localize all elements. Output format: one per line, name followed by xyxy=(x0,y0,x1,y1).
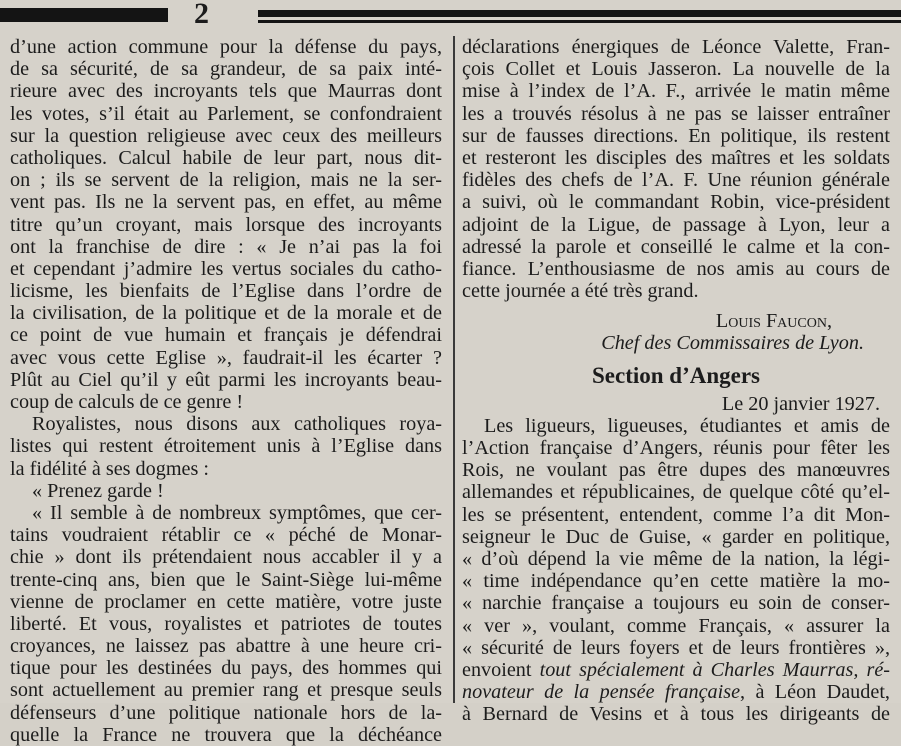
text-line: sur la question religieuse avec ceux des meilleurs xyxy=(10,124,442,147)
text-line: de sa sécurité, de sa grandeur, de sa paix inté- xyxy=(10,58,442,81)
text-line: tains voudraient rétablir ce « péché de Monar- xyxy=(10,524,442,547)
text-line: chie » dont ils prétendaient nous accabler il y a xyxy=(10,546,442,569)
text-line: ce point de vue humain et français je défendrai xyxy=(10,324,442,347)
text-line: défenseurs d’une politique nationale hors de la- xyxy=(10,701,442,724)
text-line: « narchie française a toujours eu soin de conser- xyxy=(462,592,890,615)
text-line: Plût au Ciel qu’il y eût parmi les incroyants beau- xyxy=(10,368,442,391)
text-span: envoient xyxy=(462,658,540,681)
text-line: adressé la parole et conseillé le calme et la con- xyxy=(462,235,890,258)
header-rule-right xyxy=(258,10,901,17)
page-number: 2 xyxy=(194,0,209,30)
right-column xyxy=(462,36,890,725)
text-line: a suivi, où le commandant Robin, vice-président xyxy=(462,191,890,214)
text-line: quelle la France ne trouvera que la déchéance xyxy=(10,723,442,746)
text-line: les votes, s’il était au Parlement, se confondraient xyxy=(10,102,442,125)
text-line: croyances, ne laissez pas abattre à une heure cri- xyxy=(10,635,442,658)
text-line: la fidélité à ses dogmes : xyxy=(10,457,210,480)
text-line: seigneur le Duc de Guise, « garder en politique, xyxy=(462,525,890,548)
signature-title: Chef des Commissaires de Lyon. xyxy=(601,332,864,355)
text-line: les se présentent, entendent, comme l’a dit Mon- xyxy=(462,503,890,526)
text-line: fiance. L’enthousiasme de nos amis au cours de xyxy=(462,257,890,280)
text-line: Royalistes, nous disons aux catholiques roya- xyxy=(32,413,442,436)
text-line: catholiques. Calcul habile de leur part, nous dit- xyxy=(10,146,442,169)
text-line: « sécurité de leurs foyers et de leurs frontières », xyxy=(462,636,890,659)
text-line: rieure avec des incroyants tels que Maurras dont xyxy=(10,80,442,103)
text-line: on ; ils se servent de la religion, mais ne la ser- xyxy=(10,169,442,192)
text-line: à Bernard de Vesins et à tous les dirigeants de xyxy=(462,703,890,726)
text-line: « d’où dépend la vie même de la nation, la légi- xyxy=(462,547,890,570)
signature-name: Louis Faucon, xyxy=(715,310,832,333)
text-line: sont actuellement au premier rang et presque seuls xyxy=(10,679,442,702)
page-header xyxy=(0,0,901,30)
text-line xyxy=(462,681,890,703)
text-line: « Prenez garde ! xyxy=(32,479,164,502)
text-line: listes qui restent étroitement unis à l’Eglise dans xyxy=(10,435,442,458)
header-rule-right-thin xyxy=(258,20,901,23)
text-line: mise à l’index de l’A. F., arrivée le matin même xyxy=(462,80,890,103)
text-line: et cependant j’admire les vertus sociales du catho- xyxy=(10,257,442,280)
text-line: les a trouvés résolus à ne pas se laisser entraîner xyxy=(462,102,890,125)
header-rule-left xyxy=(0,8,168,22)
text-line: liberté. Et vous, royalistes et patriotes de toutes xyxy=(10,612,442,635)
text-line: çois Collet et Louis Jasseron. La nouvelle de la xyxy=(462,58,890,81)
text-line: et resteront les disciples des maîtres et les soldats xyxy=(462,146,890,169)
dateline: Le 20 janvier 1927. xyxy=(721,392,880,415)
text-line: Les ligueurs, ligueuses, étudiantes et amis de xyxy=(484,414,890,437)
text-line xyxy=(462,659,890,681)
text-line: la civilisation, de la politique et de la morale et de xyxy=(10,302,442,325)
column-divider xyxy=(453,36,455,703)
text-line: avec vous cette Eglise », faudrait-il les écarter ? xyxy=(10,346,442,369)
text-line: ont la franchise de dire : « Je n’ai pas la foi xyxy=(10,235,442,258)
text-line: titre qu’un croyant, mais lorsque des incroyants xyxy=(10,213,442,236)
text-line: d’une action commune pour la défense du pays, xyxy=(10,36,442,58)
text-line: sur de fausses directions. En politique, ils restent xyxy=(462,124,890,147)
left-column xyxy=(10,36,442,746)
text-line: « Il semble à de nombreux symptômes, que cer- xyxy=(32,501,442,524)
text-line: « time indépendance qu’en cette matière la mo- xyxy=(462,570,890,593)
text-span: , à Léon Daudet, xyxy=(740,681,890,704)
text-line: déclarations énergiques de Léonce Valette, Fran- xyxy=(462,36,890,58)
text-line: licisme, les bienfaits de l’Eglise dans l’ordre de xyxy=(10,280,442,303)
text-line: vent pas. Ils ne la servent pas, en effet, au même xyxy=(10,191,442,214)
text-line: trente-cinq ans, bien que le Saint-Siège lui-même xyxy=(10,568,442,591)
italic-text: tout spécialement à Charles Maurras, ré- xyxy=(539,658,890,681)
text-line: coup de calculs de ce genre ! xyxy=(10,391,244,413)
text-line: fidèles des chefs de l’A. F. Une réunion générale xyxy=(462,169,890,192)
text-line: l’Action française d’Angers, réunis pour fêter les xyxy=(462,437,890,459)
text-line: tique pour les destinées du pays, des hommes qui xyxy=(10,657,442,680)
text-line: cette journée a été très grand. xyxy=(462,280,699,303)
section-heading: Section d’Angers xyxy=(591,362,761,388)
text-line: Rois, ne voulant pas être dupes des manœuvres xyxy=(462,459,890,482)
text-line: vienne de proclamer en cette matière, votre juste xyxy=(10,590,442,613)
text-line: allemandes et républicaines, de quelque côté qu’el- xyxy=(462,481,890,504)
italic-text: novateur de la pensée française xyxy=(462,681,741,704)
text-line: adjoint de la Ligue, de passage à Lyon, leur a xyxy=(462,213,890,236)
text-line: « ver », voulant, comme Français, « assurer la xyxy=(462,614,890,637)
